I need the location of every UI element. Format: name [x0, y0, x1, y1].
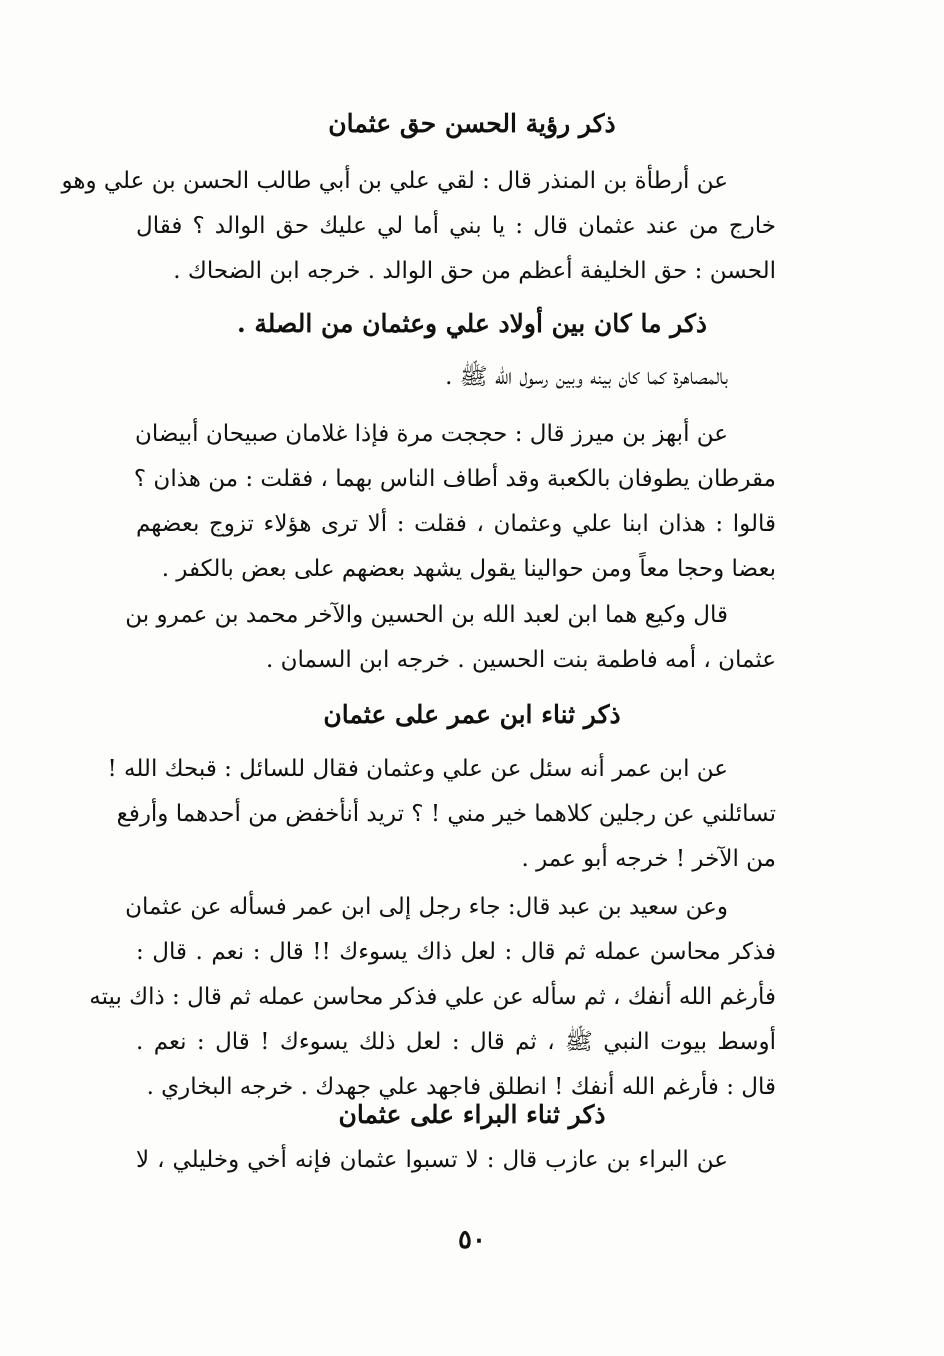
text-line: قال : فأرغم الله أنفك ! انطلق فاجهد علي جهدك . خرجه البخاري . — [146, 1074, 776, 1100]
text-line: خارج من عند عثمان قال : يا بني أما لي عليك حق الوالد ؟ فقال — [136, 213, 776, 239]
paragraph — [136, 355, 776, 400]
paragraph — [89, 885, 776, 1110]
text-line: بالمصاهرة كما كان بينه وبين رسول الله ﷺ . — [445, 364, 728, 390]
text-line: عن أبهز بن ميرز قال : حججت مرة فإذا غلامان صبيحان أبيضان — [134, 421, 728, 447]
text-line: فأرغم الله أنفك ، ثم سأله عن علي فذكر محاسن عمله ثم قال : ذاك بيته — [89, 984, 776, 1010]
section-heading: ذكر ما كان بين أولاد علي وعثمان من الصلة . — [236, 309, 708, 338]
paragraph — [136, 1138, 776, 1183]
paragraph — [133, 412, 776, 592]
paragraph — [125, 593, 776, 683]
text-line: قالوا : هذان ابنا علي وعثمان ، فقلت : ألا ترى هؤلاء تزوج بعضهم — [136, 511, 776, 537]
text-line: وعن سعيد بن عبد قال: جاء رجل إلى ابن عمر فسأله عن عثمان — [125, 894, 728, 920]
text-line: فذكر محاسن عمله ثم قال : لعل ذاك يسوءك !! قال : نعم . قال : — [136, 939, 776, 965]
text-line: عن ابن عمر أنه سئل عن علي وعثمان فقال للسائل : قبحك الله ! — [107, 756, 728, 782]
text-line: قال وكيع هما ابن لعبد الله بن الحسين والآخر محمد بن عمرو بن — [125, 602, 728, 628]
page-number: ٥٠ — [458, 1225, 486, 1255]
text-line: عن أرطأة بن المنذر قال : لقي علي بن أبي طالب الحسن بن علي وهو — [61, 168, 728, 194]
text-line: الحسن : حق الخليفة أعظم من حق الوالد . خرجه ابن الضحاك . — [173, 258, 776, 284]
text-line: بعضا وحجا معاً ومن حوالينا يقول يشهد بعضهم على بعض بالكفر . — [161, 556, 776, 582]
text-line: أوسط بيوت النبي ﷺ ، ثم قال : لعل ذلك يسوءك ! قال : نعم . — [136, 1029, 776, 1055]
section-heading: ذكر ثناء البراء على عثمان — [338, 1100, 606, 1129]
paragraph — [61, 159, 776, 294]
text-line: عثمان ، أمه فاطمة بنت الحسين . خرجه ابن السمان . — [266, 647, 776, 673]
paragraph — [107, 747, 776, 882]
text-line: من الآخر ! خرجه أبو عمر . — [521, 846, 776, 872]
text-line: مقرطان يطوفان بالكعبة وقد أطاف الناس بهما ، فقلت : من هذان ؟ — [133, 466, 776, 492]
text-line: تسائلني عن رجلين كلاهما خير مني ! ؟ تريد أنأخفض من أحدهما وأرفع — [116, 801, 776, 827]
section-heading: ذكر رؤية الحسن حق عثمان — [328, 109, 616, 138]
text-line: عن البراء بن عازب قال : لا تسبوا عثمان فإنه أخي وخليلي ، لا — [136, 1147, 728, 1173]
section-heading: ذكر ثناء ابن عمر على عثمان — [323, 700, 621, 729]
